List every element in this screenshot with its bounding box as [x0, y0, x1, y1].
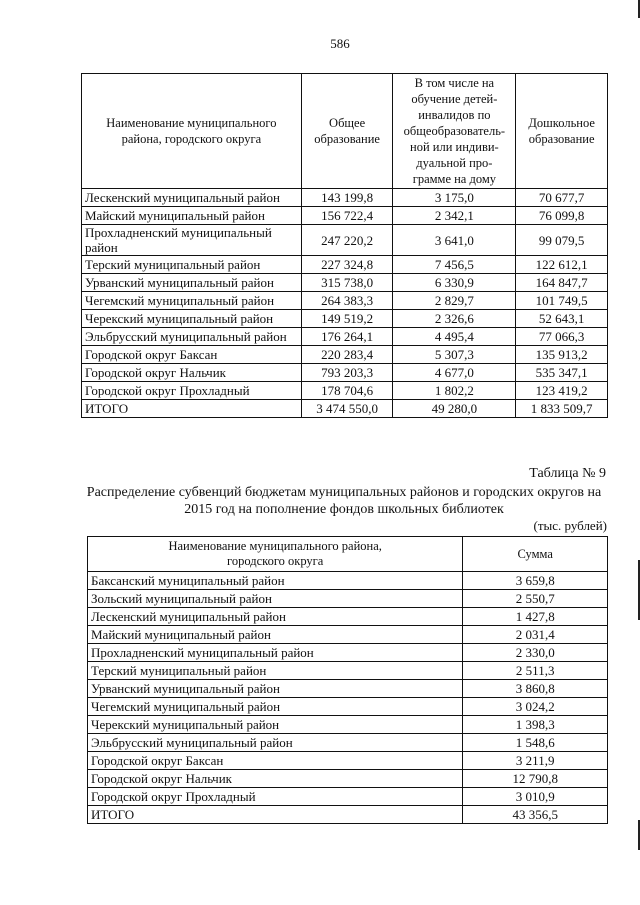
district-name: Эльбрусский муниципальный район: [82, 328, 302, 346]
general-education-value: 143 199,8: [301, 189, 393, 207]
district-name: Лескенский муниципальный район: [88, 608, 463, 626]
table-row: [88, 644, 608, 662]
table-row: [82, 382, 608, 400]
page-number: 586: [330, 36, 350, 51]
general-education-value: 149 519,2: [301, 310, 393, 328]
table-row: [88, 608, 608, 626]
table-row: [82, 364, 608, 382]
district-name: Баксанский муниципальный район: [88, 572, 463, 590]
table1-header-row: [82, 74, 608, 189]
preschool-value: 99 079,5: [516, 225, 608, 256]
sum-value: 1 548,6: [463, 734, 608, 752]
preschool-value: 77 066,3: [516, 328, 608, 346]
table-row: [88, 572, 608, 590]
table2-body: [88, 572, 608, 806]
table1-body: [82, 189, 608, 400]
disabled-children-value: 2 342,1: [393, 207, 516, 225]
district-name: Прохладненский муниципальный район: [82, 225, 302, 256]
sum-value: 2 550,7: [463, 590, 608, 608]
sum-value: 2 511,3: [463, 662, 608, 680]
sum-value: 3 659,8: [463, 572, 608, 590]
disabled-children-value: 6 330,9: [393, 274, 516, 292]
table2-total-row: [88, 806, 608, 824]
disabled-children-value: 3 175,0: [393, 189, 516, 207]
sum-value: 12 790,8: [463, 770, 608, 788]
table-title: Распределение субвенций бюджетам муниципальных районов и городских округов на 2015 год на пополнение фондов школьных библиотек: [86, 485, 602, 517]
district-name: Городской округ Нальчик: [82, 364, 302, 382]
district-name: Майский муниципальный район: [82, 207, 302, 225]
table1-header-preschool: Дошкольное образование: [516, 74, 608, 189]
table-row: [88, 770, 608, 788]
general-education-value: 178 704,6: [301, 382, 393, 400]
disabled-children-value: 5 307,3: [393, 346, 516, 364]
district-name: Черекский муниципальный район: [88, 716, 463, 734]
preschool-value: 135 913,2: [516, 346, 608, 364]
district-name: Городской округ Баксан: [88, 752, 463, 770]
preschool-value: 70 677,7: [516, 189, 608, 207]
table2-header-sum: Сумма: [463, 537, 608, 572]
table-row: [88, 752, 608, 770]
sum-value: 1 427,8: [463, 608, 608, 626]
table-row: [88, 626, 608, 644]
table-number-label: Таблица № 9: [529, 466, 606, 481]
disabled-children-value: 4 495,4: [393, 328, 516, 346]
table-row: [88, 590, 608, 608]
table1-header-general: Общее образование: [301, 74, 393, 189]
table1-total-label: ИТОГО: [82, 400, 302, 418]
table-row: [88, 662, 608, 680]
district-name: Терский муниципальный район: [82, 256, 302, 274]
disabled-children-value: 3 641,0: [393, 225, 516, 256]
district-name: Урванский муниципальный район: [88, 680, 463, 698]
units-label: (тыс. рублей): [533, 518, 607, 533]
disabled-children-value: 2 829,7: [393, 292, 516, 310]
table1-total-disabled: 49 280,0: [393, 400, 516, 418]
sum-value: 3 010,9: [463, 788, 608, 806]
preschool-value: 122 612,1: [516, 256, 608, 274]
disabled-children-value: 4 677,0: [393, 364, 516, 382]
district-name: Городской округ Прохладный: [88, 788, 463, 806]
preschool-value: 164 847,7: [516, 274, 608, 292]
preschool-value: 52 643,1: [516, 310, 608, 328]
district-name: Лескенский муниципальный район: [82, 189, 302, 207]
sum-value: 3 211,9: [463, 752, 608, 770]
disabled-children-value: 2 326,6: [393, 310, 516, 328]
district-name: Эльбрусский муниципальный район: [88, 734, 463, 752]
table-row: [82, 189, 608, 207]
library-subventions-table: [87, 536, 608, 824]
table-row: [82, 328, 608, 346]
general-education-value: 793 203,3: [301, 364, 393, 382]
table2-header-name: Наименование муниципального района, городского округа: [88, 537, 463, 572]
disabled-children-value: 7 456,5: [393, 256, 516, 274]
general-education-value: 156 722,4: [301, 207, 393, 225]
sum-value: 3 860,8: [463, 680, 608, 698]
general-education-value: 176 264,1: [301, 328, 393, 346]
district-name: Чегемский муниципальный район: [88, 698, 463, 716]
district-name: Чегемский муниципальный район: [82, 292, 302, 310]
district-name: Терский муниципальный район: [88, 662, 463, 680]
district-name: Городской округ Прохладный: [82, 382, 302, 400]
general-education-value: 227 324,8: [301, 256, 393, 274]
table-row: [88, 734, 608, 752]
district-name: Городской округ Баксан: [82, 346, 302, 364]
table1-header-name: Наименование муниципального района, городского округа: [82, 74, 302, 189]
table2-total-label: ИТОГО: [88, 806, 463, 824]
general-education-value: 220 283,4: [301, 346, 393, 364]
disabled-children-value: 1 802,2: [393, 382, 516, 400]
table-row: [82, 292, 608, 310]
table-row: [88, 698, 608, 716]
table-row: [88, 788, 608, 806]
table2-total-sum: 43 356,5: [463, 806, 608, 824]
preschool-value: 123 419,2: [516, 382, 608, 400]
table1-header-disabled: В том числе на обучение детей-инвалидов по общеобразователь-ной или индиви-дуальной про-грамме на дому: [393, 74, 516, 189]
district-name: Майский муниципальный район: [88, 626, 463, 644]
general-education-value: 315 738,0: [301, 274, 393, 292]
table1-total-row: [82, 400, 608, 418]
district-name: Прохладненский муниципальный район: [88, 644, 463, 662]
general-education-value: 264 383,3: [301, 292, 393, 310]
general-education-value: 247 220,2: [301, 225, 393, 256]
table-row: [82, 207, 608, 225]
table-row: [82, 346, 608, 364]
table-row: [82, 225, 608, 256]
district-name: Урванский муниципальный район: [82, 274, 302, 292]
district-name: Зольский муниципальный район: [88, 590, 463, 608]
sum-value: 3 024,2: [463, 698, 608, 716]
preschool-value: 535 347,1: [516, 364, 608, 382]
table1-total-preschool: 1 833 509,7: [516, 400, 608, 418]
preschool-value: 101 749,5: [516, 292, 608, 310]
table2-header-row: [88, 537, 608, 572]
table-row: [82, 310, 608, 328]
table-row: [88, 680, 608, 698]
table1-total-general: 3 474 550,0: [301, 400, 393, 418]
table-row: [88, 716, 608, 734]
sum-value: 2 330,0: [463, 644, 608, 662]
table-row: [82, 274, 608, 292]
preschool-value: 76 099,8: [516, 207, 608, 225]
education-subventions-table: [81, 73, 608, 418]
district-name: Черекский муниципальный район: [82, 310, 302, 328]
table-row: [82, 256, 608, 274]
sum-value: 2 031,4: [463, 626, 608, 644]
sum-value: 1 398,3: [463, 716, 608, 734]
district-name: Городской округ Нальчик: [88, 770, 463, 788]
